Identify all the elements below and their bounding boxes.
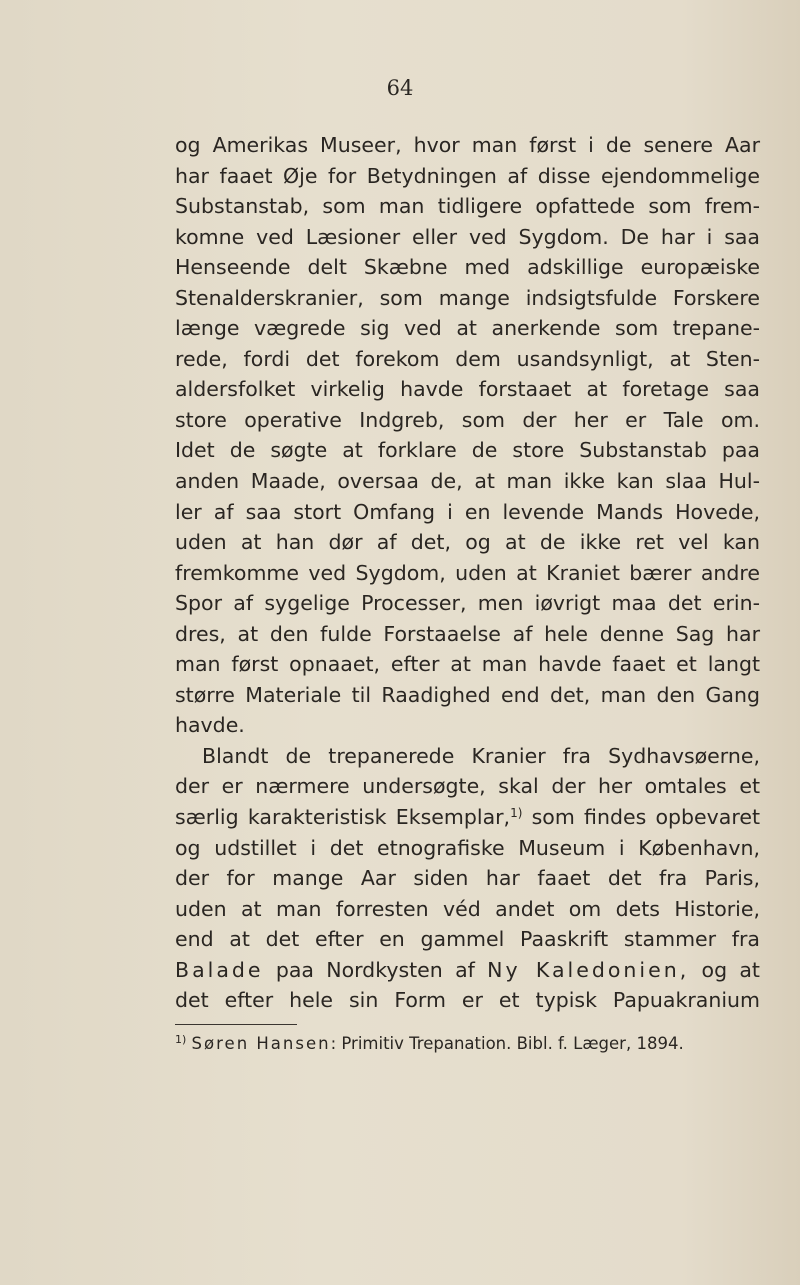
text-line: der for mange Aar siden har faaet det fra Paris, (175, 866, 760, 891)
spaced-place-name: Ny Kaledonien, (487, 957, 690, 982)
footnote-reference: 1) (510, 806, 523, 821)
spaced-place-name: Balade (175, 957, 264, 982)
text-line: ler af saa stort Omfang i en levende Mands Hovede, (175, 499, 760, 524)
text-fragment: særlig karakteristisk Eksemplar, (175, 805, 511, 830)
text-line: uden at man forresten véd andet om dets Historie, (175, 896, 760, 921)
text-line: Idet de søgte at forklare de store Substanstab paa (175, 438, 760, 463)
footnote-author: Søren Hansen (191, 1034, 331, 1053)
text-fragment: som findes opbevaret (522, 805, 760, 830)
text-line (175, 802, 760, 833)
text-line: rede, fordi det forekom dem usandsynligt, at Sten- (175, 346, 760, 371)
footnote-divider (175, 1024, 297, 1025)
text-line: store operative Indgreb, som der her er Tale om. (175, 407, 760, 432)
text-line: fremkomme ved Sygdom, uden at Kraniet bærer andre (175, 560, 760, 585)
text-line: anden Maade, oversaa de, at man ikke kan slaa Hul- (175, 469, 760, 494)
text-line: der er nærmere undersøgte, skal der her omtales et (175, 774, 760, 799)
text-line: og udstillet i det etnografiske Museum i København, (175, 835, 760, 860)
footnote-text: : Primitiv Trepanation. Bibl. f. Læger, 1894. (330, 1034, 684, 1053)
footnote-marker: 1) (175, 1033, 187, 1046)
text-line: man først opnaaet, efter at man havde faaet et langt (175, 652, 760, 677)
text-line: havde. (175, 713, 245, 738)
text-line: dres, at den fulde Forstaaelse af hele denne Sag har (175, 621, 760, 646)
text-line: end at det efter en gammel Paaskrift stammer fra (175, 927, 760, 952)
text-line: Henseende delt Skæbne med adskillige europæiske (175, 255, 760, 280)
text-fragment: paa Nordkysten af (275, 957, 475, 982)
text-line: længe vægrede sig ved at anerkende som trepane- (175, 316, 760, 341)
text-line: og Amerikas Museer, hvor man først i de senere Aar (175, 133, 760, 157)
text-line (175, 955, 760, 986)
footnote (175, 1034, 684, 1053)
text-line: aldersfolket virkelig havde forstaaet at foretage saa (175, 377, 760, 402)
text-line: Spor af sygelige Processer, men iøvrigt maa det erin- (175, 591, 760, 616)
text-line: Substanstab, som man tidligere opfattede som frem- (175, 194, 760, 219)
text-line: komne ved Læsioner eller ved Sygdom. De har i saa (175, 224, 760, 249)
text-line: større Materiale til Raadighed end det, man den Gang (175, 682, 760, 707)
text-line: har faaet Øje for Betydningen af disse ejendommelige (175, 163, 760, 188)
text-line: Stenalderskranier, som mange indsigtsfulde Forskere (175, 285, 760, 310)
text-fragment: og at (689, 957, 760, 982)
text-line: det efter hele sin Form er et typisk Papuakranium (175, 988, 760, 1013)
page-number: 64 (386, 76, 414, 100)
text-line: uden at han dør af det, og at de ikke ret vel kan (175, 530, 760, 555)
text-line: Blandt de trepanerede Kranier fra Sydhavsøerne, (202, 743, 760, 768)
body-text (175, 130, 760, 1016)
